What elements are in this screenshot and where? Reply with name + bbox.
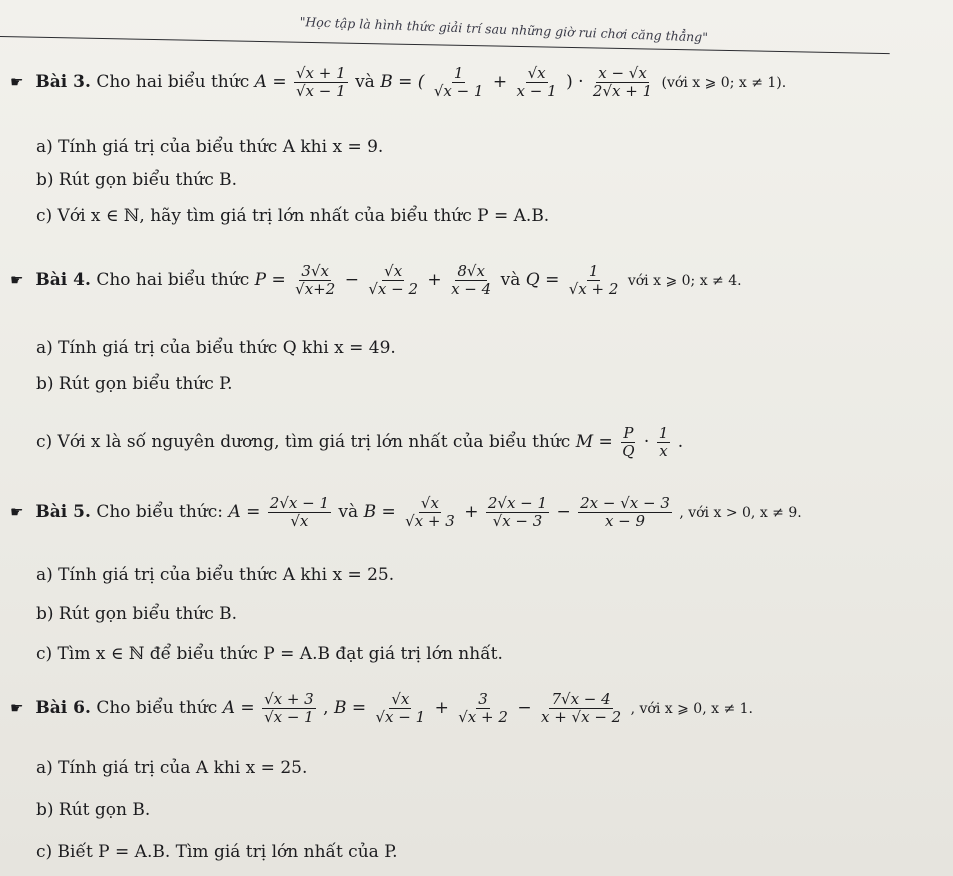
- b6-plus: +: [434, 698, 449, 718]
- b4-Q-lhs: Q =: [525, 270, 560, 290]
- b4-M-lhs: M =: [575, 432, 613, 452]
- b4-P-frac1-num: 3√x: [301, 262, 329, 280]
- b4-end-period: .: [677, 432, 684, 452]
- b6-A-num: √x + 3: [264, 690, 314, 708]
- b4-P-frac3-num: 8√x: [457, 262, 485, 280]
- b3-B-frac3: [591, 66, 654, 99]
- b4-plus: +: [427, 270, 442, 290]
- b5-intro: Cho biểu thức:: [96, 502, 224, 522]
- header-quote: "Học tập là hình thức giải trí sau những giờ rui chơi căng thẳng": [299, 14, 709, 45]
- b6-intro: Cho biểu thức: [96, 698, 218, 718]
- b4-part-c-text: c) Với x là số nguyên dương, tìm giá trị lớn nhất của biểu thức: [36, 432, 571, 452]
- b5-A-lhs: A =: [228, 502, 261, 522]
- b5-B-frac1: [403, 496, 457, 529]
- b3-A-fraction: [294, 66, 348, 99]
- b4-P-frac3: [449, 264, 493, 297]
- b4-M-frac1-den: Q: [622, 442, 635, 460]
- b6-B-frac3: [539, 692, 623, 725]
- b4-part-c: [36, 426, 683, 459]
- b3-part-c: c) Với x ∈ ℕ, hãy tìm giá trị lớn nhất của biểu thức P = A.B.: [36, 206, 550, 226]
- b6-B-frac2-den: √x + 2: [458, 708, 508, 726]
- b6-comma: ,: [323, 698, 329, 718]
- b6-B-lhs: B =: [333, 698, 367, 718]
- b4-part-b: b) Rút gọn biểu thức P.: [36, 374, 233, 394]
- b5-B-frac2: [486, 496, 549, 529]
- b6-part-c: c) Biết P = A.B. Tìm giá trị lớn nhất của P.: [36, 842, 398, 862]
- b4-Q-fraction: [567, 264, 621, 297]
- b4-condition: với x ⩾ 0; x ≠ 4.: [627, 273, 742, 289]
- b4-P-frac2-den: √x − 2: [368, 280, 419, 298]
- hand-pointer-icon: ☛: [10, 271, 24, 289]
- b3-B-frac3-den: 2√x + 1: [592, 82, 653, 100]
- b5-B-frac3-den: x − 9: [604, 512, 646, 530]
- b5-plus: +: [464, 502, 479, 522]
- b5-statement: [10, 496, 802, 529]
- b3-A-numerator: √x + 1: [295, 64, 346, 82]
- b4-M-frac2: [657, 426, 671, 459]
- b6-B-frac1-num: √x: [391, 690, 410, 708]
- b3-plus: +: [492, 72, 508, 92]
- b6-title: Bài 6.: [35, 698, 91, 718]
- b5-A-fraction: [268, 496, 331, 529]
- b3-intro: Cho hai biểu thức: [96, 72, 250, 92]
- b6-statement: [10, 692, 753, 725]
- b3-B-frac2-num: √x: [527, 64, 546, 82]
- b4-part-a: a) Tính giá trị của biểu thức Q khi x = 49.: [36, 338, 396, 358]
- b6-part-a: a) Tính giá trị của A khi x = 25.: [36, 758, 308, 778]
- b4-statement: [10, 264, 742, 297]
- b5-B-frac2-den: √x − 3: [492, 512, 543, 530]
- b5-B-frac3-num: 2x − √x − 3: [580, 494, 670, 512]
- b4-P-frac2-num: √x: [384, 262, 403, 280]
- b5-A-num: 2√x − 1: [269, 494, 329, 512]
- b4-P-frac1-den: √x+2: [295, 280, 336, 298]
- b3-B-frac1-num: 1: [453, 64, 464, 82]
- b4-M-frac2-num: 1: [658, 424, 669, 442]
- hand-pointer-icon: ☛: [10, 699, 24, 717]
- b5-title: Bài 5.: [35, 502, 91, 522]
- b5-B-frac2-num: 2√x − 1: [487, 494, 548, 512]
- hand-pointer-icon: ☛: [10, 503, 24, 521]
- b4-P-frac3-den: x − 4: [451, 280, 492, 298]
- b3-condition: (với x ⩾ 0; x ≠ 1).: [661, 75, 787, 91]
- b3-statement: [10, 66, 786, 99]
- b6-B-frac3-den: x + √x − 2: [540, 708, 622, 726]
- b3-part-b: b) Rút gọn biểu thức B.: [36, 170, 238, 190]
- b4-M-frac1-num: P: [623, 424, 634, 442]
- b5-part-c: c) Tìm x ∈ ℕ để biểu thức P = A.B đạt giá trị lớn nhất.: [36, 644, 503, 664]
- b6-B-frac2-num: 3: [478, 690, 488, 708]
- b3-va: và: [355, 72, 375, 92]
- b5-B-frac3: [578, 496, 672, 529]
- b5-va: và: [338, 502, 359, 522]
- b6-minus: −: [517, 698, 532, 718]
- b3-A-lhs: A =: [254, 72, 287, 92]
- b5-part-b: b) Rút gọn biểu thức B.: [36, 604, 238, 624]
- b6-B-frac1-den: √x − 1: [375, 708, 426, 726]
- b6-condition: , với x ⩾ 0, x ≠ 1.: [630, 701, 753, 717]
- b3-title: Bài 3.: [35, 72, 91, 92]
- b5-condition: , với x > 0, x ≠ 9.: [679, 505, 802, 521]
- b6-B-frac1: [374, 692, 428, 725]
- hand-pointer-icon: ☛: [10, 73, 24, 91]
- b4-Q-den: √x + 2: [568, 280, 619, 298]
- b5-B-frac1-den: √x + 3: [405, 512, 455, 530]
- b6-A-den: √x − 1: [264, 708, 314, 726]
- b3-B-frac3-num: x − √x: [598, 64, 647, 82]
- b3-B-frac1: [432, 66, 486, 99]
- b5-B-lhs: B =: [363, 502, 396, 522]
- b4-M-frac1: [620, 426, 636, 459]
- b5-B-frac1-num: √x: [420, 494, 439, 512]
- b3-A-denominator: √x − 1: [295, 82, 346, 100]
- b4-P-lhs: P =: [254, 270, 286, 290]
- b3-B-frac2: [515, 66, 559, 99]
- b3-B-frac2-den: x − 1: [516, 82, 557, 100]
- b6-B-frac2: [456, 692, 510, 725]
- b4-minus: −: [344, 270, 359, 290]
- b6-part-b: b) Rút gọn B.: [36, 800, 151, 820]
- b4-M-frac2-den: x: [659, 442, 668, 460]
- b6-A-lhs: A =: [222, 698, 255, 718]
- b4-dot: ·: [643, 432, 650, 452]
- b4-title: Bài 4.: [35, 270, 91, 290]
- b3-B-mid: ) ·: [566, 72, 584, 92]
- b4-va: và: [500, 270, 521, 290]
- b4-P-frac1: [293, 264, 337, 297]
- b3-B-frac1-den: √x − 1: [433, 82, 484, 100]
- b6-B-frac3-num: 7√x − 4: [551, 690, 611, 708]
- b3-part-a: a) Tính giá trị của biểu thức A khi x = 9.: [36, 137, 384, 157]
- b5-part-a: a) Tính giá trị của biểu thức A khi x = 25.: [36, 565, 395, 585]
- b3-B-lhs: B = (: [380, 72, 425, 92]
- b5-A-den: √x: [290, 512, 309, 530]
- b4-Q-num: 1: [588, 262, 599, 280]
- b6-A-fraction: [262, 692, 316, 725]
- b4-intro: Cho hai biểu thức: [96, 270, 250, 290]
- b5-minus: −: [556, 502, 571, 522]
- b4-P-frac2: [366, 264, 420, 297]
